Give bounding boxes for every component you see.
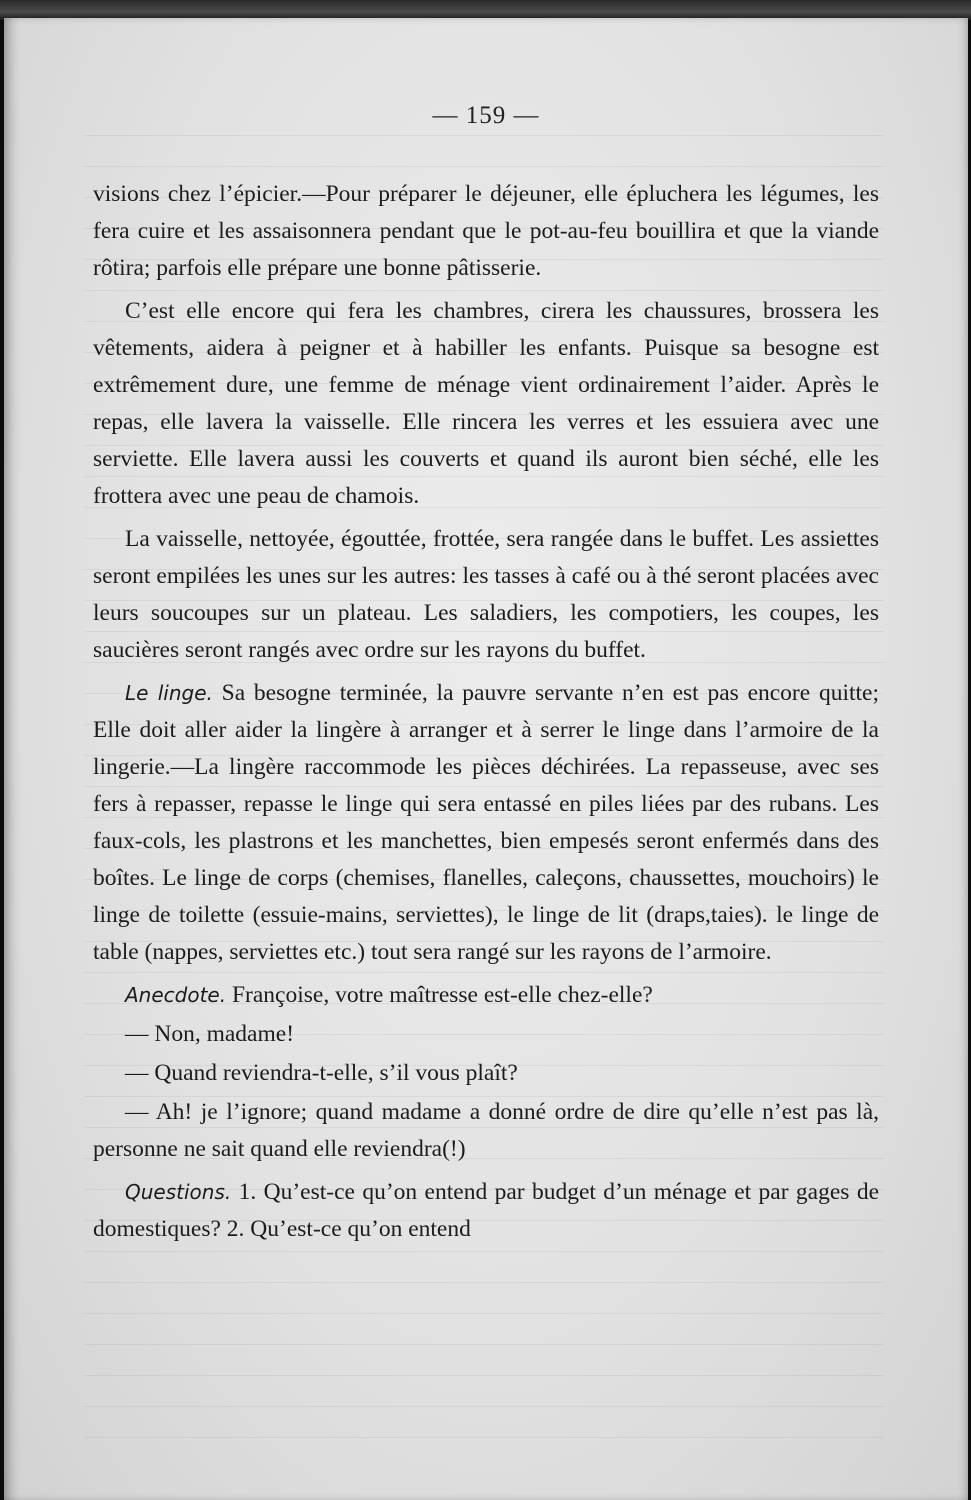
questions-text: 1. Qu’est-ce qu’on entend par budget d’un ménage et par gages de domestiques? 2. Qu’est-ce qu’on entend xyxy=(93,1179,879,1242)
paragraph-linge-text: Sa besogne terminée, la pauvre servante n’en est pas encore quitte; Elle doit aller aider la lingère à arranger et à serrer le linge dans l’armoire de la lingerie.—La lingère raccommode les pièces déchirées. La repasseuse, avec ses fers à repasser, repasse le linge qui sera entassé en piles liées par des rubans. Les faux-cols, les plastrons et les manchettes, bien empesés seront enfermés dans des boîtes. Le linge de corps (chemises, flanelles, caleçons, chaussettes, mouchoirs) le linge de toilette (essuie-mains, serviettes), le linge de lit (draps,taies). le linge de table (nappes, serviettes etc.) tout sera rangé sur les rayons de l’armoire. xyxy=(93,680,880,965)
section-label-anecdote: Anecdote. xyxy=(125,983,227,1007)
scan-top-edge xyxy=(0,0,971,20)
section-label-linge: Le linge. xyxy=(125,681,213,705)
page-body xyxy=(93,176,879,1254)
dialogue-line-3: — Ah! je l’ignore; quand madame a donné ordre de dire qu’elle n’est pas là, personne ne sait quand elle reviendra(!) xyxy=(93,1099,879,1162)
paragraph-vaisselle: La vaisselle, nettoyée, égouttée, frottée, sera rangée dans le buffet. Les assiettes seront empilées les unes sur les autres: les tasses à café ou à thé seront placées avec leurs soucoupes sur un plateau. Les saladiers, les compotiers, les coupes, les saucières seront rangés avec ordre sur les rayons du buffet. xyxy=(93,526,879,663)
section-label-questions: Questions. xyxy=(125,1180,232,1204)
paragraph-linge xyxy=(93,675,879,971)
paragraph-provisions: visions chez l’épicier.—Pour préparer le déjeuner, elle épluchera les légumes, les fera cuire et les assaisonnera pendant que le pot-au-feu bouillira et que la viande rôtira; parfois elle prépare une bonne pâtisserie. xyxy=(93,181,879,281)
anecdote-question: Françoise, votre maîtresse est-elle chez-elle? xyxy=(231,982,653,1008)
paragraph-questions xyxy=(93,1174,879,1248)
paragraph-chambres: C’est elle encore qui fera les chambres, cirera les chaussures, brossera les vêtements, aidera à peigner et à habiller les enfants. Puisque sa besogne est extrêmement dure, une femme de ménage vient ordinairement l’aider. Après le repas, elle lavera la vaisselle. Elle rincera les verres et les essuiera avec une serviette. Elle lavera aussi les couverts et quand ils auront bien séché, elle les frottera avec une peau de chamois. xyxy=(93,298,879,509)
paragraph-anecdote xyxy=(93,977,879,1014)
dialogue-line-2: — Quand reviendra-t-elle, s’il vous plaît? xyxy=(125,1060,518,1086)
page-number: — 159 — xyxy=(432,102,540,129)
book-page xyxy=(4,18,968,1500)
dialogue-line-1: — Non, madame! xyxy=(125,1021,295,1047)
